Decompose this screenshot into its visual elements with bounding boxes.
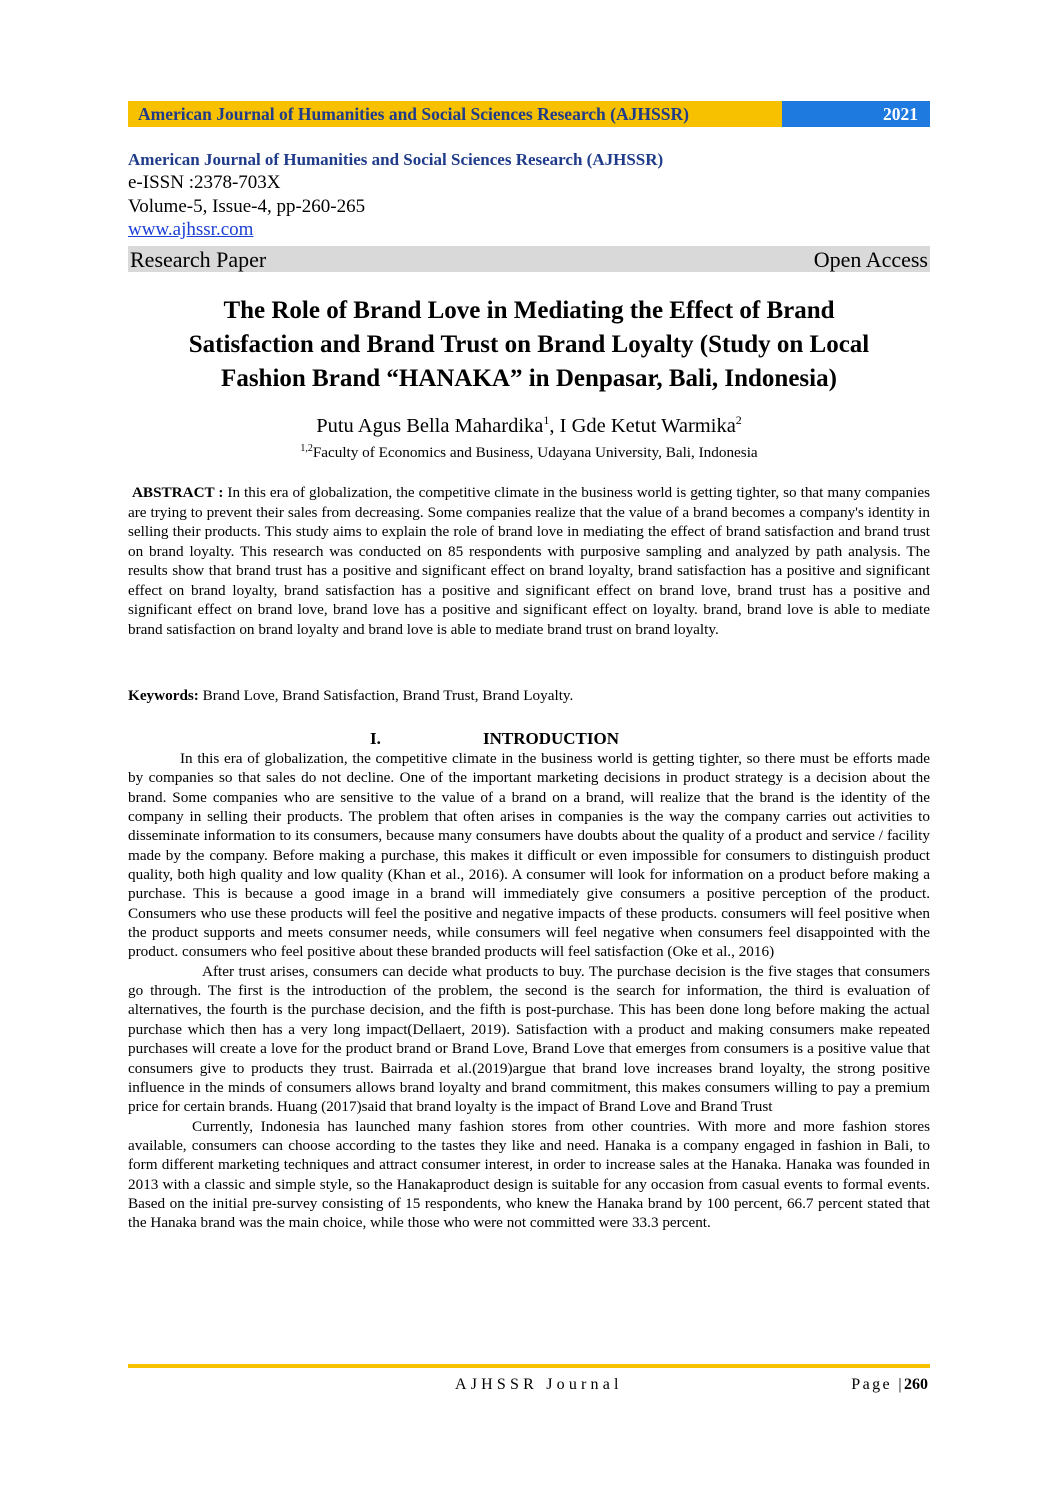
page-number-area xyxy=(851,1372,928,1398)
volume-issue: Volume-5, Issue-4, pp-260-265 xyxy=(128,196,366,217)
paper-type-bar xyxy=(128,246,930,272)
author-name: Putu Agus Bella Mahardika xyxy=(316,414,544,437)
affiliation xyxy=(128,439,930,463)
section-number: I. xyxy=(370,729,381,748)
running-header xyxy=(128,101,930,127)
affiliation-mark: 1,2 xyxy=(300,443,313,454)
author-name: I Gde Ketut Warmika xyxy=(559,414,736,437)
page-number: 260 xyxy=(904,1376,928,1393)
title-line: The Role of Brand Love in Mediating the Effect of Brand xyxy=(223,297,835,324)
abstract xyxy=(128,483,930,639)
footer-journal: AJHSSR Journal xyxy=(455,1376,623,1393)
abstract-label: ABSTRACT : xyxy=(131,484,224,501)
page-label: Page | xyxy=(851,1376,904,1393)
author-list xyxy=(128,406,930,440)
journal-info xyxy=(128,149,930,241)
affiliation-text: Faculty of Economics and Business, Udayana University, Bali, Indonesia xyxy=(312,444,758,462)
header-journal-name: American Journal of Humanities and Social Sciences Research (AJHSSR) xyxy=(128,101,782,127)
author-separator: , xyxy=(549,414,560,437)
paper-type: Research Paper xyxy=(130,247,267,272)
page-footer xyxy=(128,1372,930,1398)
website-link[interactable]: www.ajhssr.com xyxy=(128,219,254,240)
access-type: Open Access xyxy=(813,247,928,272)
header-year: 2021 xyxy=(782,101,930,127)
section-title: INTRODUCTION xyxy=(483,729,620,748)
author-affil-mark: 2 xyxy=(735,413,742,427)
abstract-text: In this era of globalization, the competitive climate in the business world is getting tighter, so that many companies are trying to prevent their sales from decreasing. Some companies realize that the value of a brand becomes a company's identity in selling their products. This study aims to explain the role of brand love in mediating the effect of brand satisfaction and brand trust on brand loyalty. This research was conducted on 85 respondents with purposive sampling and analyzed by path analysis. The results show that brand trust has a positive and significant effect on brand loyalty, brand satisfaction has a positive and significant effect on brand loyalty, brand satisfaction has a positive and significant effect on brand love, brand trust has a positive and significant effect on brand love, brand love has a positive and significant effect on loyalty. brand, brand love is able to mediate brand satisfaction on brand loyalty and brand love is able to mediate brand trust on brand loyalty. xyxy=(128,484,931,638)
paragraph: In this era of globalization, the competitive climate in the business world is getting tighter, so there must be efforts made by companies so that sales do not decline. One of the important marketing decisions in product strategy is a decision about the brand. Some companies who are sensitive to the value of a brand on a brand, will realize that the brand is the identity of the company in selling their products. The problem that often arises in companies is the way the company carries out activities to disseminate information to its consumers, because many consumers have doubts about the quality of a product and service / facility made by the company. Before making a purchase, this makes it difficult or even impossible for consumers to distinguish product quality, both high quality and low quality (Khan et al., 2016). A consumer will look for information on a product before making a purchase. This is because a good image in a brand will immediately give consumers a positive perception of the product. Consumers who use these products will feel the positive and negative impacts of these products. consumers will feel positive when the product supports and meets consumer needs, while consumers will feel negative when consumers feel disappointed with the product. consumers who feel positive about these branded products will feel satisfaction (Oke et al., 2016) xyxy=(128,750,930,961)
keywords-text: Brand Love, Brand Satisfaction, Brand Trust, Brand Loyalty. xyxy=(202,687,574,704)
issn: e-ISSN :2378-703X xyxy=(128,172,281,193)
paragraph: After trust arises, consumers can decide what products to buy. The purchase decision is the five stages that consumers go through. The first is the introduction of the problem, the second is the search for information, the third is evaluation of alternatives, the fourth is the purchase decision, and the fifth is post-purchase. This has been done long before making the actual purchase which then has a very long impact(Dellaert, 2019). Satisfaction with a product and making consumers make repeated purchases will create a love for the product brand or Brand Love, Brand Love that emerges from consumers is a positive value that consumers give to products they trust. Bairrada et al.(2019)argue that brand love increases brand loyalty, the strong positive influence in the minds of consumers allows brand loyalty and brand commitment, this makes consumers willing to pay a premium price for certain brands. Huang (2017)said that brand loyalty is the impact of Brand Love and Brand Trust xyxy=(128,962,930,1116)
keywords xyxy=(128,686,930,706)
body-text xyxy=(128,749,930,1233)
author-affil-mark: 1 xyxy=(543,413,550,427)
keywords-label: Keywords: xyxy=(128,687,199,704)
paragraph: Currently, Indonesia has launched many fashion stores from other countries. With more and more fashion stores available, consumers can choose according to the tastes they like and need. Hanaka is a company engaged in fashion in Bali, to form different marketing techniques and attract consumer interest, in order to increase sales at the Hanaka. Hanaka was founded in 2013 with a classic and simple style, so the Hanakaproduct design is suitable for any occasion from casual events to formal events. Based on the initial pre-survey consisting of 15 respondents, who knew the Hanaka brand by 100 percent, 66.7 percent stated that the Hanaka brand was the main choice, while those who were not committed were 33.3 percent. xyxy=(128,1117,930,1232)
journal-name: American Journal of Humanities and Social Sciences Research (AJHSSR) xyxy=(128,150,664,169)
title-line: Satisfaction and Brand Trust on Brand Loyalty (Study on Local xyxy=(188,331,870,358)
paper-title xyxy=(128,294,930,396)
footer-rule xyxy=(128,1364,930,1368)
title-line: Fashion Brand “HANAKA” in Denpasar, Bali, Indonesia) xyxy=(221,365,837,392)
